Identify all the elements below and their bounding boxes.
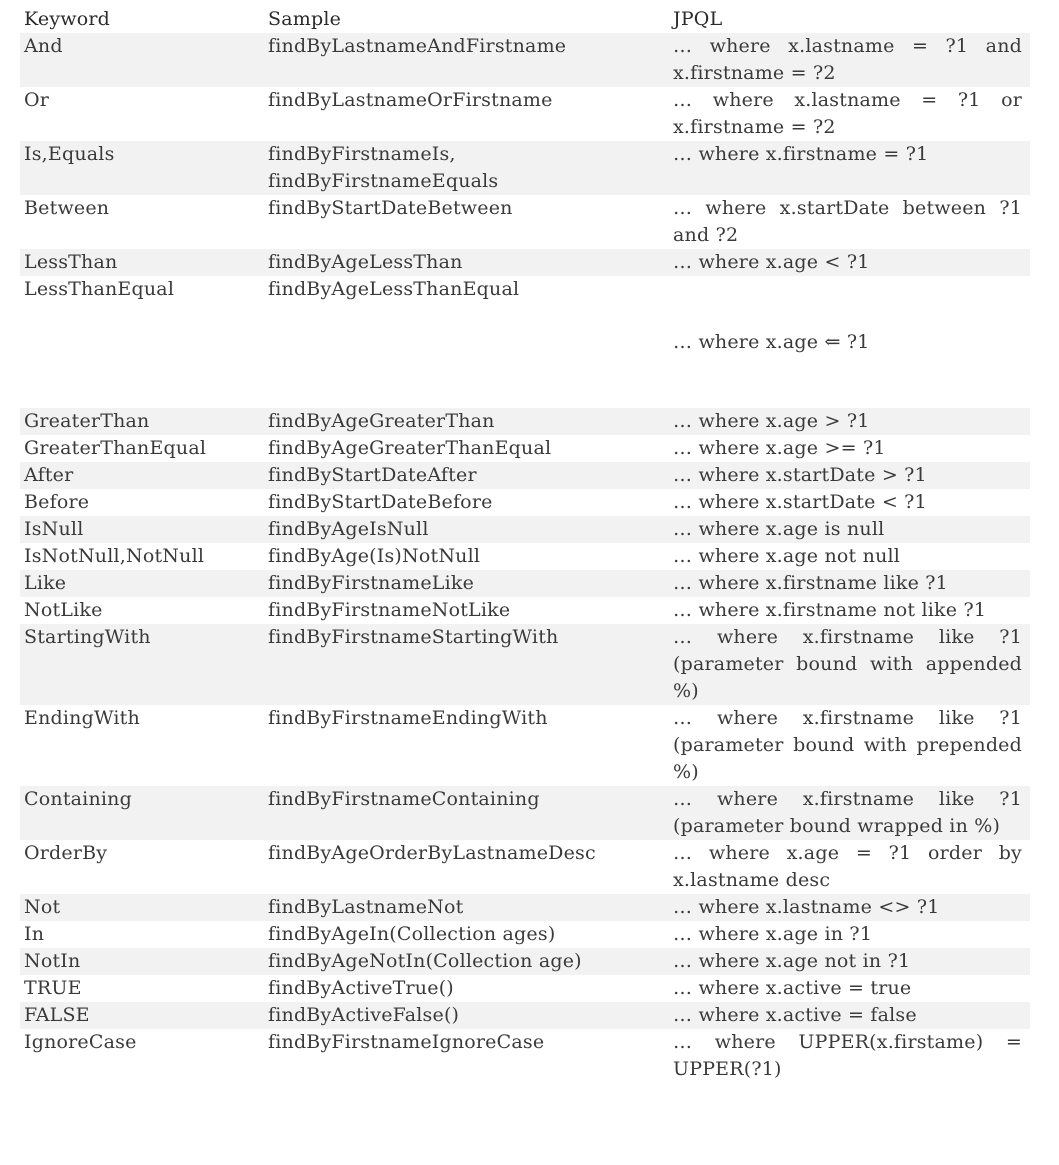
keyword-cell: EndingWith [20,705,264,786]
table-row [20,840,1030,894]
header-keyword: Keyword [24,8,111,30]
table-row [20,462,1030,489]
sample-cell: findByFirstnameContaining [264,786,669,840]
table-row [20,435,1030,462]
jpql-cell: … where x.startDate between ?1 and ?2 [669,195,1030,249]
table-row [20,141,1030,195]
jpql-cell: … where x.firstname like ?1 [669,570,1030,597]
table-row [20,705,1030,786]
jpql-cell: … where x.age not in ?1 [669,948,1030,975]
keyword-cell: NotIn [20,948,264,975]
keyword-cell: IsNotNull,NotNull [20,543,264,570]
jpql-cell: … where x.age > ?1 [669,408,1030,435]
jpql-cell: … where UPPER(x.firstame) = UPPER(?1) [669,1029,1030,1083]
sample-cell: findByStartDateBefore [264,489,669,516]
jpql-cell: … where x.age < ?1 [669,249,1030,276]
keyword-cell: OrderBy [20,840,264,894]
jpql-cell: … where x.age >= ?1 [669,435,1030,462]
jpql-cell: … where x.age = ?1 order by x.lastname desc [669,840,1030,894]
sample-cell: findByAgeOrderByLastnameDesc [264,840,669,894]
keyword-cell: GreaterThanEqual [20,435,264,462]
table-row [20,276,1030,408]
jpql-cell: … where x.active = true [669,975,1030,1002]
keyword-cell: Or [20,87,264,141]
jpql-cell: … where x.firstname like ?1 (parameter bound wrapped in %) [669,786,1030,840]
keyword-cell: Not [20,894,264,921]
table-row [20,597,1030,624]
table-header-row [20,6,1030,33]
sample-cell: findByAgeIsNull [264,516,669,543]
sample-cell: findByAgeGreaterThan [264,408,669,435]
table-row [20,894,1030,921]
keyword-cell: NotLike [20,597,264,624]
jpql-cell: … where x.startDate > ?1 [669,462,1030,489]
keyword-table [20,6,1030,1083]
sample-cell: findByFirstnameNotLike [264,597,669,624]
jpql-cell: … where x.age not null [669,543,1030,570]
table-row [20,921,1030,948]
keyword-cell: After [20,462,264,489]
table-row [20,570,1030,597]
table-row [20,33,1030,87]
sample-cell: findByActiveTrue() [264,975,669,1002]
jpql-cell: … where x.firstname not like ?1 [669,597,1030,624]
table-row [20,249,1030,276]
header-jpql: JPQL [673,8,723,30]
keyword-cell: Is,Equals [20,141,264,195]
sample-cell: findByAgeGreaterThanEqual [264,435,669,462]
keyword-cell: Between [20,195,264,249]
table-row [20,624,1030,705]
sample-cell: findByLastnameNot [264,894,669,921]
sample-cell: findByFirstnameLike [264,570,669,597]
keyword-cell: StartingWith [20,624,264,705]
table-row [20,1002,1030,1029]
table-row [20,489,1030,516]
keyword-cell: IgnoreCase [20,1029,264,1083]
keyword-cell: LessThan [20,249,264,276]
sample-cell: findByActiveFalse() [264,1002,669,1029]
keyword-cell: In [20,921,264,948]
table-row [20,87,1030,141]
sample-cell: findByAgeLessThanEqual [264,276,669,408]
jpql-cell: … where x.age in ?1 [669,921,1030,948]
keyword-cell: LessThanEqual [20,276,264,408]
keyword-cell: FALSE [20,1002,264,1029]
jpql-cell: … where x.age ⇐ ?1 [669,276,1030,408]
table-row [20,1029,1030,1083]
jpql-cell: … where x.active = false [669,1002,1030,1029]
sample-cell: findByAgeNotIn(Collection age) [264,948,669,975]
sample-cell: findByAgeIn(Collection ages) [264,921,669,948]
sample-cell: findByFirstnameIs, findByFirstnameEquals [264,141,669,195]
table-row [20,975,1030,1002]
sample-cell: findByLastnameOrFirstname [264,87,669,141]
sample-cell: findByStartDateBetween [264,195,669,249]
sample-cell: findByFirstnameStartingWith [264,624,669,705]
keyword-cell: Before [20,489,264,516]
table-row [20,543,1030,570]
jpql-cell: … where x.firstname like ?1 (parameter bound with prepended %) [669,705,1030,786]
jpql-cell: … where x.firstname = ?1 [669,141,1030,195]
sample-cell: findByFirstnameEndingWith [264,705,669,786]
keyword-cell: IsNull [20,516,264,543]
table-row [20,408,1030,435]
keyword-cell: Like [20,570,264,597]
jpql-cell: … where x.age is null [669,516,1030,543]
table-body [20,33,1030,1083]
keyword-cell: And [20,33,264,87]
keyword-cell: Containing [20,786,264,840]
keyword-cell: GreaterThan [20,408,264,435]
keyword-cell: TRUE [20,975,264,1002]
sample-cell: findByAgeLessThan [264,249,669,276]
table-row [20,786,1030,840]
table-row [20,195,1030,249]
table-row [20,516,1030,543]
sample-cell: findByLastnameAndFirstname [264,33,669,87]
sample-cell: findByAge(Is)NotNull [264,543,669,570]
header-sample: Sample [268,8,342,30]
jpql-cell: … where x.startDate < ?1 [669,489,1030,516]
jpql-cell: … where x.lastname <> ?1 [669,894,1030,921]
table-row [20,948,1030,975]
jpql-cell: … where x.lastname = ?1 or x.firstname = ?2 [669,87,1030,141]
jpql-cell: … where x.firstname like ?1 (parameter bound with appended %) [669,624,1030,705]
sample-cell: findByFirstnameIgnoreCase [264,1029,669,1083]
jpql-cell: … where x.lastname = ?1 and x.firstname = ?2 [669,33,1030,87]
sample-cell: findByStartDateAfter [264,462,669,489]
